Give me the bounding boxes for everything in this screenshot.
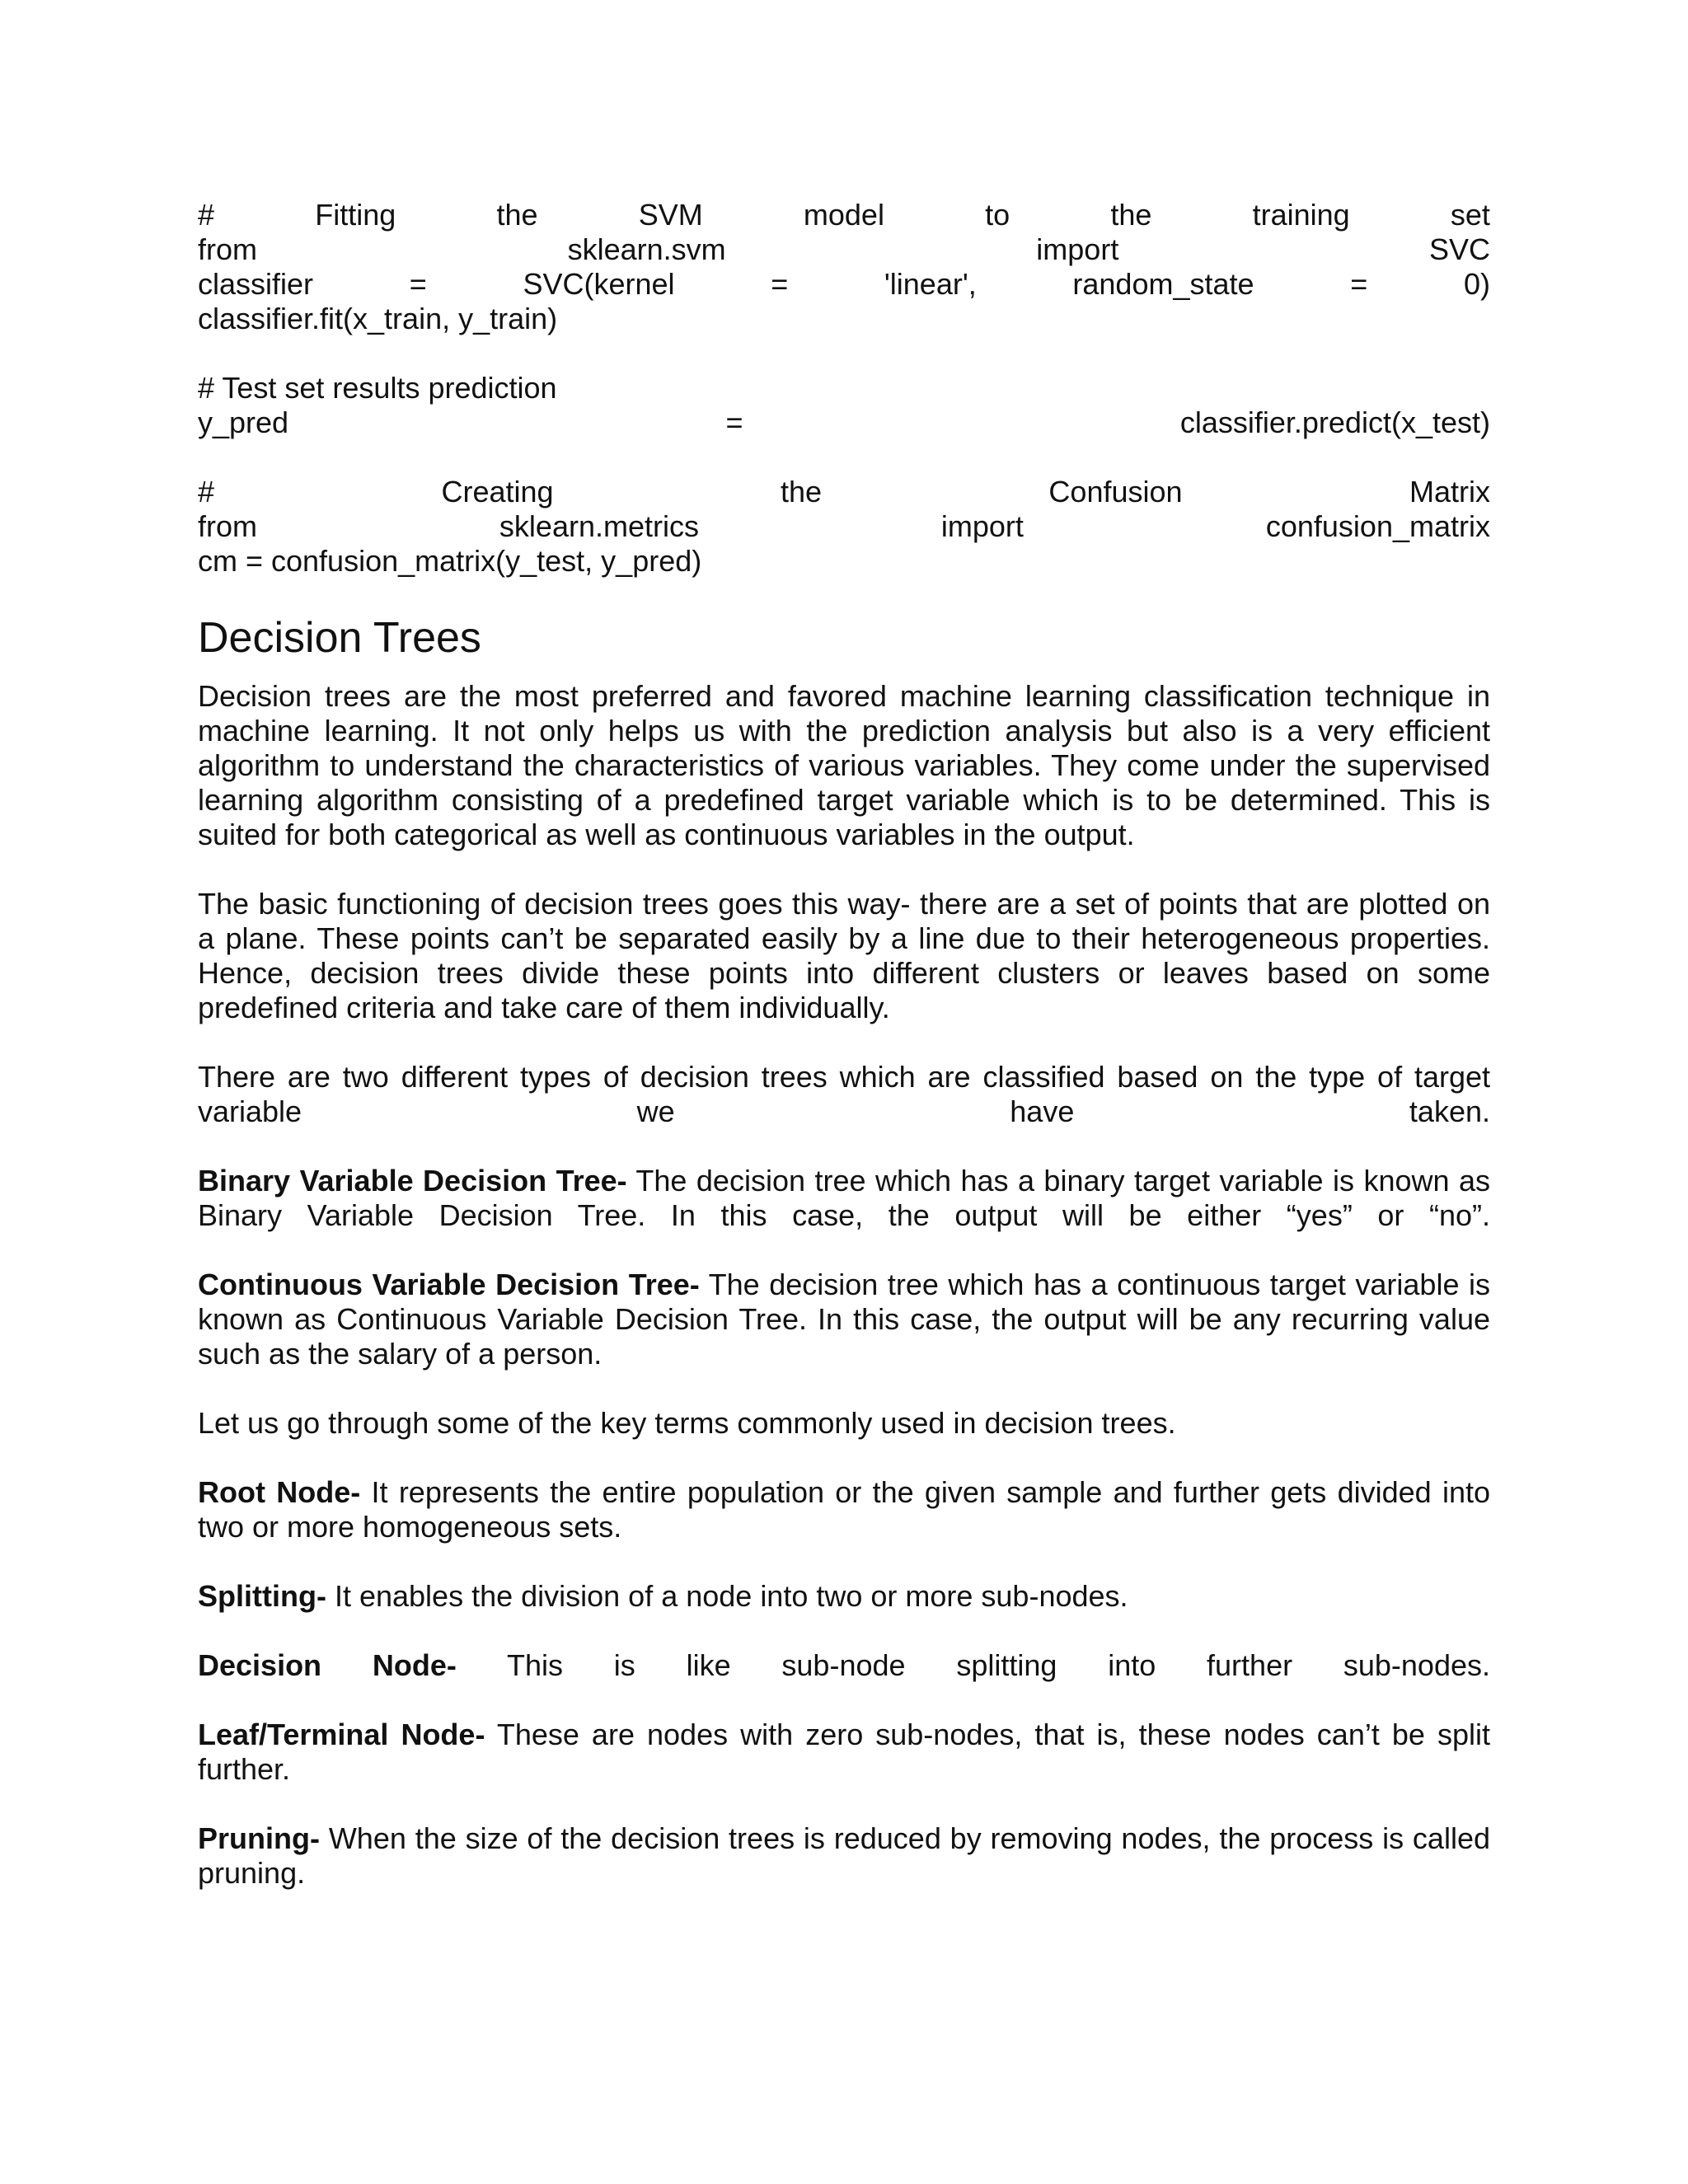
functioning-paragraph: The basic functioning of decision trees goes this way- there are a set of points that are plotted on a plane. These points can’t be separated easily by a line due to their heterogeneous properties. Hence, decision trees divide these points into different clusters or leaves based on some predefined criteria and take care of them individually. xyxy=(198,887,1490,1024)
code-block-confusion-matrix xyxy=(198,475,1490,579)
code-token: Confusion xyxy=(1048,475,1183,509)
code-token: set xyxy=(1450,198,1490,232)
term-label: Root Node- xyxy=(198,1475,361,1509)
code-token: # xyxy=(198,475,215,509)
code-line: # Test set results prediction xyxy=(198,371,557,405)
term-description: These are nodes with zero sub-nodes, that is, these nodes can’t be split further. xyxy=(198,1718,1490,1786)
key-terms-paragraph: Let us go through some of the key terms commonly used in decision trees. xyxy=(198,1406,1176,1440)
code-token: to xyxy=(985,198,1010,232)
term-description: The decision tree which has a binary target variable is known as Binary Variable Decision Tree. In this case, the output will be either “yes” or “no”. xyxy=(198,1164,1490,1232)
code-token: the xyxy=(1110,198,1152,232)
code-token: from xyxy=(198,509,257,543)
term-description: It represents the entire population or the given sample and further gets divided into two or more homogeneous sets. xyxy=(198,1475,1490,1544)
binary-tree-paragraph xyxy=(198,1164,1490,1233)
splitting-paragraph xyxy=(198,1579,1490,1614)
code-token: the xyxy=(780,475,822,509)
code-line xyxy=(198,475,1490,509)
term-label: Continuous Variable Decision Tree- xyxy=(198,1268,700,1301)
document-page xyxy=(198,198,1490,1925)
code-token: sklearn.metrics xyxy=(499,509,699,543)
intro-paragraph: Decision trees are the most preferred and favored machine learning classification technique in machine learning. It not only helps us with the prediction analysis but also is a very efficient algorithm to understand the characteristics of various variables. They come under the supervised learning algorithm consisting of a predefined target variable which is to be determined. This is suited for both categorical as well as continuous variables in the output. xyxy=(198,679,1490,851)
code-token: classifier xyxy=(198,267,314,301)
leaf-node-paragraph xyxy=(198,1718,1490,1787)
code-token: 0) xyxy=(1463,267,1490,301)
code-token: from xyxy=(198,232,257,266)
code-token: confusion_matrix xyxy=(1265,509,1490,543)
term-description: The decision tree which has a continuous target variable is known as Continuous Variable Decision Tree. In this case, the output will be any recurring value such as the salary of a person. xyxy=(198,1268,1491,1371)
code-token: Matrix xyxy=(1409,475,1490,509)
section-heading: Decision Trees xyxy=(198,614,481,662)
code-token: import xyxy=(940,509,1024,543)
code-line xyxy=(198,267,1490,302)
code-block-svm-fit xyxy=(198,198,1490,336)
continuous-tree-paragraph xyxy=(198,1268,1490,1371)
term-label: Pruning- xyxy=(198,1821,320,1855)
code-token: 'linear', xyxy=(884,267,977,301)
code-token: = xyxy=(409,267,427,301)
code-token: = xyxy=(1350,267,1368,301)
term-label: Decision Node- xyxy=(198,1648,457,1682)
code-token: y_pred xyxy=(198,405,289,439)
types-paragraph: There are two different types of decision trees which are classified based on the type of target variable we have taken. xyxy=(198,1060,1490,1128)
term-description: When the size of the decision trees is reduced by removing nodes, the process is called pruning. xyxy=(198,1821,1490,1890)
pruning-paragraph xyxy=(198,1821,1490,1891)
term-label: Binary Variable Decision Tree- xyxy=(198,1164,627,1197)
code-token: = xyxy=(771,267,789,301)
code-token: = xyxy=(725,405,743,439)
code-line xyxy=(198,509,1490,544)
code-line xyxy=(198,232,1490,267)
term-description: This is like sub-node splitting into further sub-nodes. xyxy=(456,1648,1490,1682)
code-token: training xyxy=(1252,198,1350,232)
code-token: model xyxy=(803,198,884,232)
code-block-prediction xyxy=(198,371,1490,440)
code-token: the xyxy=(496,198,538,232)
code-line xyxy=(198,198,1490,232)
code-token: Creating xyxy=(441,475,554,509)
code-token: SVC xyxy=(1428,232,1490,266)
code-token: SVM xyxy=(638,198,703,232)
decision-node-paragraph xyxy=(198,1648,1490,1683)
code-line: classifier.fit(x_train, y_train) xyxy=(198,302,558,335)
code-line: cm = confusion_matrix(y_test, y_pred) xyxy=(198,544,702,578)
code-line xyxy=(198,405,1490,440)
term-label: Splitting- xyxy=(198,1579,326,1613)
term-label: Leaf/Terminal Node- xyxy=(198,1718,485,1751)
code-token: sklearn.svm xyxy=(567,232,726,266)
code-token: # xyxy=(198,198,215,232)
code-token: Fitting xyxy=(315,198,396,232)
code-token: random_state xyxy=(1072,267,1254,301)
root-node-paragraph xyxy=(198,1475,1490,1544)
term-description: It enables the division of a node into two or more sub-nodes. xyxy=(326,1579,1128,1613)
code-token: SVC(kernel xyxy=(523,267,675,301)
code-token: import xyxy=(1036,232,1119,266)
code-token: classifier.predict(x_test) xyxy=(1179,405,1490,439)
